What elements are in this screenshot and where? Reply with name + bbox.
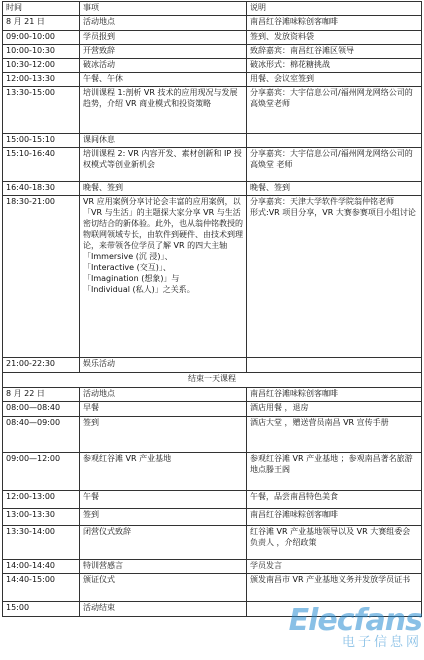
row-item: 学员报到 bbox=[80, 31, 247, 45]
header-time: 时间 bbox=[3, 2, 80, 16]
table-row bbox=[3, 134, 422, 148]
row-item: 参观红谷滩 VR 产业基地 bbox=[80, 453, 247, 491]
row-note: 酒店用餐 ，退房 bbox=[247, 402, 422, 417]
watermark-subtitle: 电子信息网 bbox=[341, 635, 422, 650]
row-item: 午餐 bbox=[80, 491, 247, 509]
table-row bbox=[3, 73, 422, 87]
table-row bbox=[3, 358, 422, 373]
row-item: 晚餐、签到 bbox=[80, 182, 247, 196]
row-item: 签到 bbox=[80, 509, 247, 526]
day2-date: 8 月 22 日 bbox=[3, 388, 80, 402]
row-item: 特训营感言 bbox=[80, 560, 247, 574]
row-item: 活动结束 bbox=[80, 602, 247, 617]
row-item: 活动地点 bbox=[80, 16, 247, 31]
row-note bbox=[247, 134, 422, 148]
table-row bbox=[3, 196, 422, 358]
table-row bbox=[3, 87, 422, 134]
table-row bbox=[3, 509, 422, 526]
row-item: 签到 bbox=[80, 417, 247, 453]
row-time: 09:00-10:00 bbox=[3, 31, 80, 45]
table-row bbox=[3, 453, 422, 491]
table-row bbox=[3, 402, 422, 417]
row-item: 开营致辞 bbox=[80, 45, 247, 59]
row-item: 破冰活动 bbox=[80, 59, 247, 73]
row-time: 15:00-15:10 bbox=[3, 134, 80, 148]
row-note bbox=[247, 358, 422, 373]
row-time: 12:00-13:30 bbox=[3, 73, 80, 87]
row-time: 21:00-22:30 bbox=[3, 358, 80, 373]
row-item: 活动地点 bbox=[80, 388, 247, 402]
row-note: 南昌红谷滩味粽创客咖啡 bbox=[247, 16, 422, 31]
row-item: 培训课程 1:剖析 VR 技术的应用现况与发展趋势，介绍 VR 商业模式和投资策略 bbox=[80, 87, 247, 134]
row-time: 09:00—12:00 bbox=[3, 453, 80, 491]
table-row bbox=[3, 491, 422, 509]
row-item: 颁证仪式 bbox=[80, 574, 247, 602]
row-time: 08:00—08:40 bbox=[3, 402, 80, 417]
row-time: 18:30-21:00 bbox=[3, 196, 80, 358]
header-note: 说明 bbox=[247, 2, 422, 16]
row-note: 分享嘉宾：大宇信息公司/福州网龙网络公司的高焕堂老师 bbox=[247, 87, 422, 134]
schedule-table bbox=[2, 1, 422, 617]
row-note: 午餐，品尝南昌特色美食 bbox=[247, 491, 422, 509]
row-note: 分享嘉宾：天津大学软件学院翁仲铭老师 形式:VR 项目分享，VR 大赛参赛项目小组讨论 bbox=[247, 196, 422, 358]
row-note: 颁发南昌市 VR 产业基地义务并发放学员证书 bbox=[247, 574, 422, 602]
table-row bbox=[3, 526, 422, 560]
table-row bbox=[3, 148, 422, 182]
row-time: 08:40—09:00 bbox=[3, 417, 80, 453]
row-note: 用餐、会议室签到 bbox=[247, 73, 422, 87]
row-time: 15:00 bbox=[3, 602, 80, 617]
row-note: 酒店大堂 ，赠送营员南昌 VR 宣传手册 bbox=[247, 417, 422, 453]
day-end-label: 结束一天课程 bbox=[3, 373, 422, 388]
row-time: 14:40-15:00 bbox=[3, 574, 80, 602]
day1-date: 8 月 21 日 bbox=[3, 16, 80, 31]
table-row bbox=[3, 31, 422, 45]
section-divider-row bbox=[3, 373, 422, 388]
row-note: 红谷滩 VR 产业基地领导以及 VR 大赛组委会负责人 ，介绍政策 bbox=[247, 526, 422, 560]
table-row bbox=[3, 417, 422, 453]
table-row bbox=[3, 560, 422, 574]
row-time: 13:30-15:00 bbox=[3, 87, 80, 134]
row-time: 13:00-13:30 bbox=[3, 509, 80, 526]
row-note: 致辞嘉宾：南昌红谷滩区领导 bbox=[247, 45, 422, 59]
table-row bbox=[3, 45, 422, 59]
row-time: 15:10-16:40 bbox=[3, 148, 80, 182]
watermark-logo-text: Elecfans bbox=[288, 603, 422, 638]
row-item: 闭营仪式致辞 bbox=[80, 526, 247, 560]
table-row bbox=[3, 59, 422, 73]
row-note: 南昌红谷滩味粽创客咖啡 bbox=[247, 388, 422, 402]
row-time: 13:30-14:00 bbox=[3, 526, 80, 560]
row-note: 签到、发放资料袋 bbox=[247, 31, 422, 45]
row-item: 午餐、午休 bbox=[80, 73, 247, 87]
table-row bbox=[3, 388, 422, 402]
row-note: 晚餐、签到 bbox=[247, 182, 422, 196]
row-item: 娱乐活动 bbox=[80, 358, 247, 373]
row-note: 南昌红谷滩味粽创客咖啡 bbox=[247, 509, 422, 526]
header-row bbox=[3, 2, 422, 16]
row-item: VR 应用案例分享讨论会丰富的应用案例，以「VR 与生活」的主题探大家分享 VR 与生活密切结合的新体验。此外，也从翁仲铭教授的物联网领域专长，由软件到硬件、由技术到理论，来带领各位学员了解 VR 的四大主轴 「Immersive (沉 浸)」、 「Interactive (交互)」、 「Imagination (想象)」与 「Individual (私人)」之关系。 bbox=[80, 196, 247, 358]
row-time: 10:30-12:00 bbox=[3, 59, 80, 73]
table-row bbox=[3, 602, 422, 617]
row-time: 16:40-18:30 bbox=[3, 182, 80, 196]
row-note: 分享嘉宾：大宇信息公司/福州网龙网络公司的 高焕堂 老师 bbox=[247, 148, 422, 182]
row-time: 12:00-13:00 bbox=[3, 491, 80, 509]
row-item: 早餐 bbox=[80, 402, 247, 417]
table-row bbox=[3, 574, 422, 602]
row-item: 培训课程 2: VR 内容开发、素材创新和 IP 授权模式等创业新机会 bbox=[80, 148, 247, 182]
row-note: 破冰形式：棉花糖挑战 bbox=[247, 59, 422, 73]
table-row bbox=[3, 182, 422, 196]
header-item: 事项 bbox=[80, 2, 247, 16]
table-row bbox=[3, 16, 422, 31]
row-time: 14:00-14:40 bbox=[3, 560, 80, 574]
row-note bbox=[247, 602, 422, 617]
row-note: 参观红谷滩 VR 产业基地 ；参观南昌著名旅游地点滕王阁 bbox=[247, 453, 422, 491]
row-item: 课间休息 bbox=[80, 134, 247, 148]
row-time: 10:00-10:30 bbox=[3, 45, 80, 59]
row-note: 学员发言 bbox=[247, 560, 422, 574]
